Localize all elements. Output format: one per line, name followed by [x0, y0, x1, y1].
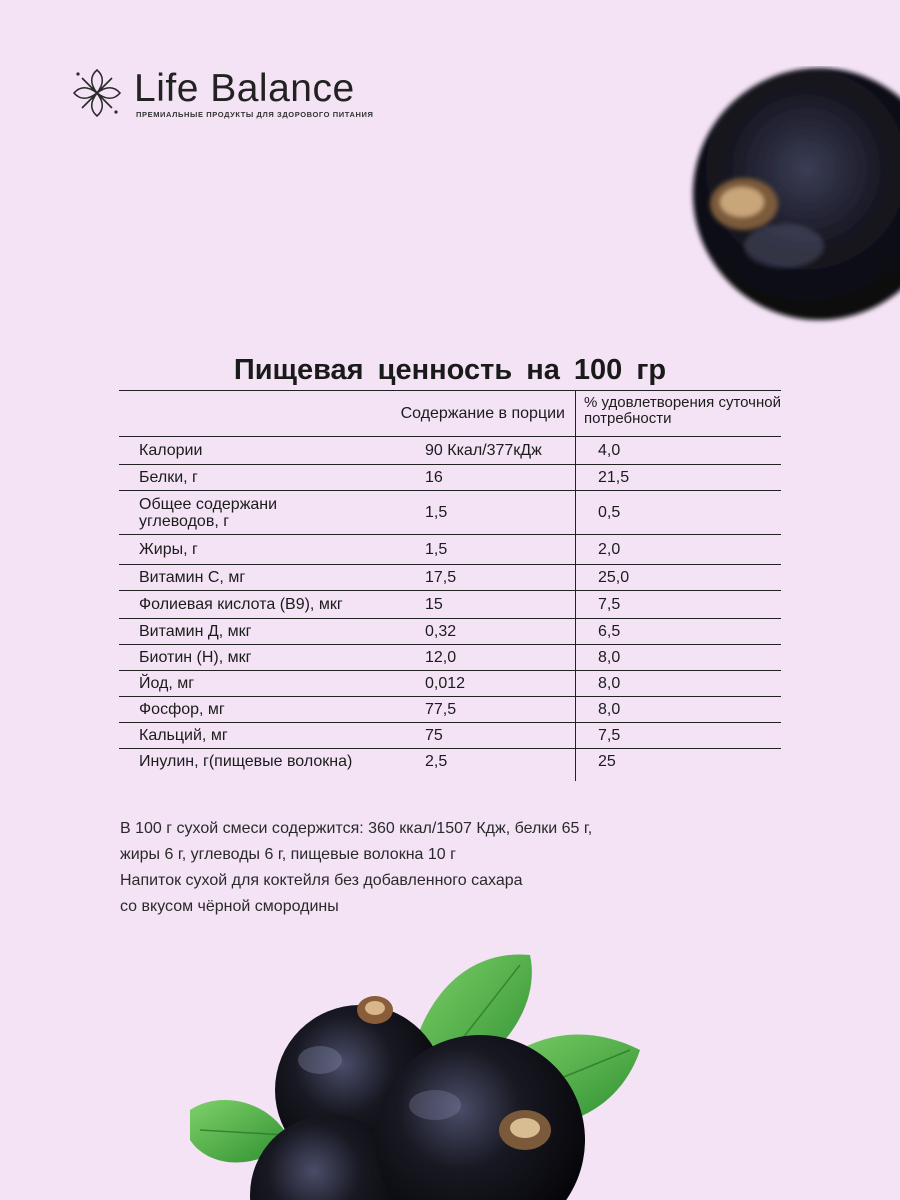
table-row — [119, 749, 781, 781]
row-name: Калории — [139, 441, 203, 459]
brand-name: Life Balance — [134, 67, 355, 110]
row-daily: 8,0 — [576, 697, 782, 723]
row-portion: 12,0 — [425, 648, 457, 666]
row-name: Белки, г — [139, 468, 198, 486]
row-name: Фолиевая кислота (В9), мкг — [139, 595, 343, 613]
table-row — [119, 619, 781, 645]
row-portion: 1,5 — [425, 503, 448, 521]
row-daily: 2,0 — [576, 535, 782, 565]
table-row — [119, 491, 781, 535]
description-line: жиры 6 г, углеводы 6 г, пищевые волокна 10 г — [120, 846, 456, 863]
table-row — [119, 565, 781, 591]
row-daily: 0,5 — [576, 491, 782, 535]
row-name: Витамин С, мг — [139, 568, 246, 586]
table-row — [119, 723, 781, 749]
brand-logo — [70, 66, 373, 120]
row-portion: 2,5 — [425, 752, 448, 770]
row-daily: 8,0 — [576, 671, 782, 697]
row-daily: 25 — [576, 749, 782, 781]
description-line: В 100 г сухой смеси содержится: 360 ккал/1507 Кдж, белки 65 г, — [120, 820, 593, 837]
row-name: Биотин (Н), мкг — [139, 648, 252, 666]
brand-tagline: ПРЕМИАЛЬНЫЕ ПРОДУКТЫ ДЛЯ ЗДОРОВОГО ПИТАНИЯ — [136, 110, 374, 119]
table-header-row — [119, 391, 781, 437]
product-description — [120, 816, 592, 920]
row-daily: 21,5 — [576, 465, 782, 491]
row-daily: 6,5 — [576, 619, 782, 645]
row-name: Фосфор, мг — [139, 700, 225, 718]
row-portion: 90 Ккал/377кДж — [425, 441, 542, 459]
row-name: Йод, мг — [139, 674, 195, 692]
table-row — [119, 535, 781, 565]
table-row — [119, 437, 781, 465]
row-name: Общее содержани углеводов, г — [139, 495, 278, 530]
nutrition-table — [119, 390, 781, 781]
description-line: Напиток сухой для коктейля без добавленного сахара — [120, 872, 523, 889]
row-name: Кальций, мг — [139, 726, 228, 744]
row-portion: 1,5 — [425, 540, 448, 558]
description-line: со вкусом чёрной смородины — [120, 898, 339, 915]
row-portion: 17,5 — [425, 568, 457, 586]
flower-logo-icon — [70, 66, 124, 120]
row-portion: 77,5 — [425, 700, 457, 718]
row-portion: 16 — [425, 468, 443, 486]
header-portion-label: Содержание в порции — [400, 404, 565, 422]
row-name: Инулин, г(пищевые волокна) — [139, 752, 353, 770]
row-portion: 15 — [425, 595, 443, 613]
row-name: Жиры, г — [139, 540, 198, 558]
table-row — [119, 465, 781, 491]
header-portion — [400, 391, 576, 437]
row-name: Витамин Д, мкг — [139, 622, 252, 640]
blackcurrant-berries-image — [180, 940, 660, 1200]
blackcurrant-berry-image — [684, 66, 900, 326]
row-portion: 0,012 — [425, 674, 466, 692]
row-daily: 7,5 — [576, 723, 782, 749]
header-empty-cell — [119, 391, 417, 437]
table-row — [119, 591, 781, 619]
header-daily: % удовлетворения суточной потребности — [576, 391, 782, 437]
row-daily: 4,0 — [576, 437, 782, 465]
table-row — [119, 697, 781, 723]
table-row — [119, 671, 781, 697]
row-portion: 75 — [425, 726, 443, 744]
table-row — [119, 645, 781, 671]
row-daily: 25,0 — [576, 565, 782, 591]
row-daily: 7,5 — [576, 591, 782, 619]
row-daily: 8,0 — [576, 645, 782, 671]
row-portion: 0,32 — [425, 622, 457, 640]
page-title: Пищевая ценность на 100 гр — [233, 354, 667, 386]
